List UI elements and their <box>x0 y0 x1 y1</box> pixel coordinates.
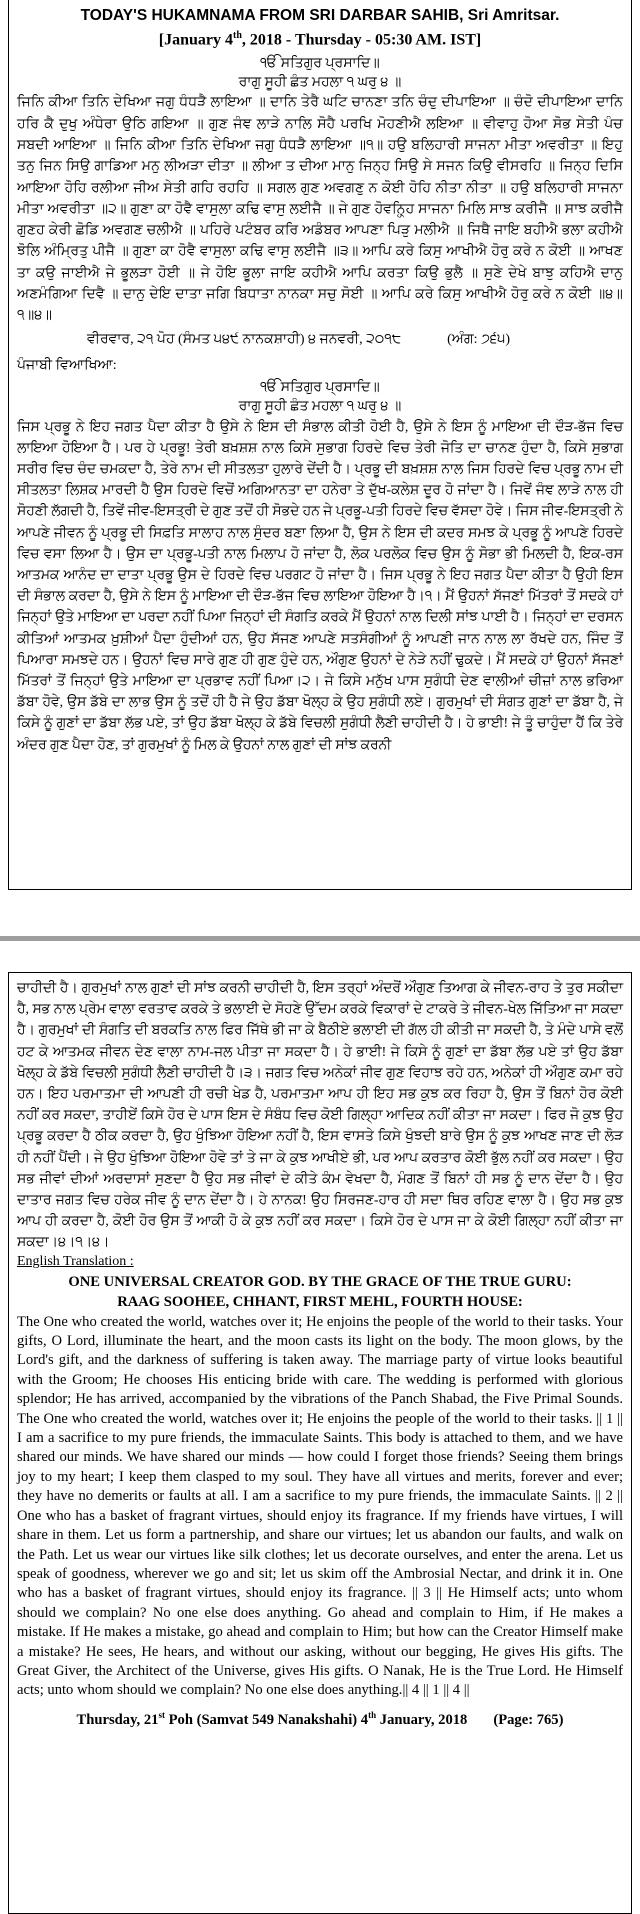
gurbani-text: ਜਿਨਿ ਕੀਆ ਤਿਨਿ ਦੇਖਿਆ ਜਗੁ ਧੰਧੜੈ ਲਾਇਆ ॥ ਦਾਨਿ ਤੇਰੈ ਘਟਿ ਚਾਨਣਾ ਤਨਿ ਚੰਦੁ ਦੀਪਾਇਆ ॥ ਚੰਦੋ ਦੀਪਾਇਆ ਦਾਨਿ ਹਰਿ ਕੈ ਦੁਖੁ ਅੰਧੇਰਾ ਉਠਿ ਗਇਆ ॥ ਗੁਣ ਜੰਞ ਲਾੜੇ ਨਾਲਿ ਸੋਹੈ ਪਰਖਿ ਮੋਹਣੀਐ ਲਇਆ ॥ ਵੀਵਾਹੁ ਹੋਆ ਸੋਭ ਸੇਤੀ ਪੰਚ ਸਬਦੀ ਆਇਆ ॥ ਜਿਨਿ ਕੀਆ ਤਿਨਿ ਦੇਖਿਆ ਜਗੁ ਧੰਧੜੈ ਲਾਇਆ ॥੧॥ ਹਉ ਬਲਿਹਾਰੀ ਸਾਜਨਾ ਮੀਤਾ ਅਵਰੀਤਾ ॥ ਇਹੁ ਤਨੁ ਜਿਨ ਸਿਉ ਗਾਡਿਆ ਮਨੁ ਲੀਅੜਾ ਦੀਤਾ ॥ ਲੀਆ ਤ ਦੀਆ ਮਾਨੁ ਜਿਨ੍ਹ ਸਿਉ ਸੇ ਸਜਨ ਕਿਉ ਵੀਸਰਹਿ ॥ ਜਿਨ੍ਹ ਦਿਸਿ ਆਇਆ ਹੋਹਿ ਰਲੀਆ ਜੀਅ ਸੇਤੀ ਗਹਿ ਰਹਹਿ ॥ ਸਗਲ ਗੁਣ ਅਵਗਣੁ ਨ ਕੋਈ ਹੋਹਿ ਨੀਤਾ ਨੀਤਾ ॥ ਹਉ ਬਲਿਹਾਰੀ ਸਾਜਨਾ ਮੀਤਾ ਅਵਰੀਤਾ ॥੨॥ ਗੁਣਾ ਕਾ ਹੋਵੈ ਵਾਸੁਲਾ ਕਢਿ ਵਾਸੁ ਲਈਜੈ ॥ ਜੇ ਗੁਣ ਹੋਵਨ੍ਹ੍ਹਿ ਸਾਜਨਾ ਮਿਲਿ ਸਾਝ ਕਰੀਜੈ ॥ ਸਾਝ ਕਰੀਜੈ ਗੁਣਹ ਕੇਰੀ ਛੋਡਿ ਅਵਗਣ ਚਲੀਐ ॥ ਪਹਿਰੇ ਪਟੰਬਰ ਕਰਿ ਅਡੰਬਰ ਆਪਣਾ ਪਿੜੁ ਮਲੀਐ ॥ ਜਿਥੈ ਜਾਇ ਬਹੀਐ ਭਲਾ ਕਹੀਐ ਝੋਲਿ ਅੰਮ੍ਰਿਤੁ ਪੀਜੈ ॥ ਗੁਣਾ ਕਾ ਹੋਵੈ ਵਾਸੁਲਾ ਕਢਿ ਵਾਸੁ ਲਈਜੈ ॥੩॥ ਆਪਿ ਕਰੇ ਕਿਸੁ ਆਖੀਐ ਹੋਰੁ ਕਰੇ ਨ ਕੋਈ ॥ ਆਖਣ ਤਾ ਕਉ ਜਾਈਐ ਜੇ ਭੂਲੜਾ ਹੋਈ ॥ ਜੇ ਹੋਇ ਭੂਲਾ ਜਾਇ ਕਹੀਐ ਆਪਿ ਕਰਤਾ ਕਿਉ ਭੁਲੈ ॥ ਸੁਣੇ ਦੇਖੇ ਬਾਝੁ ਕਹਿਐ ਦਾਨੁ ਅਣਮੰਗਿਆ ਦਿਵੈ ॥ ਦਾਨੁ ਦੇਇ ਦਾਤਾ ਜਗਿ ਬਿਧਾਤਾ ਨਾਨਕਾ ਸਚੁ ਸੋਈ ॥ ਆਪਿ ਕਰੇ ਕਿਸੁ ਆਖੀਐ ਹੋਰੁ ਕਰੇ ਨ ਕੋਈ ॥੪॥੧॥੪॥ <box>17 94 623 324</box>
punjabi-translation-part1: ਜਿਸ ਪ੍ਰਭੂ ਨੇ ਇਹ ਜਗਤ ਪੈਦਾ ਕੀਤਾ ਹੈ ਉਸੇ ਨੇ ਇਸ ਦੀ ਸੰਭਾਲ ਕੀਤੀ ਹੋਈ ਹੈ, ਉਸੇ ਨੇ ਇਸ ਨੂੰ ਮਾਇਆ ਦੀ ਦੌੜ-ਭੱਜ ਵਿਚ ਲਾਇਆ ਹੋਇਆ ਹੈ। ਪਰ ਹੇ ਪ੍ਰਭੂ! ਤੇਰੀ ਬਖ਼ਸ਼ਸ਼ ਨਾਲ ਕਿਸੇ ਸੁਭਾਗ ਹਿਰਦੇ ਵਿਚ ਤੇਰੀ ਜੋਤਿ ਦਾ ਚਾਨਣ ਹੁੰਦਾ ਹੈ, ਕਿਸੇ ਸੁਭਾਗ ਸਰੀਰ ਵਿਚ ਚੰਦ ਚਮਕਦਾ ਹੈ, ਤੇਰੇ ਨਾਮ ਦੀ ਸੀਤਲਤਾ ਹੁਲਾਰੇ ਦੇਂਦੀ ਹੈ। ਪ੍ਰਭੂ ਦੀ ਬਖ਼ਸ਼ਸ਼ ਨਾਲ ਜਿਸ ਹਿਰਦੇ ਵਿਚ ਪ੍ਰਭੂ ਨਾਮ ਦੀ ਸੀਤਲਤਾ ਲਿਸ਼ਕ ਮਾਰਦੀ ਹੈ ਉਸ ਹਿਰਦੇ ਵਿਚੋਂ ਅਗਿਆਨਤਾ ਦਾ ਹਨੇਰਾ ਤੇ ਦੁੱਖ-ਕਲੇਸ਼ ਦੂਰ ਹੋ ਜਾਂਦਾ ਹੈ। ਜਿਵੇਂ ਜੰਞ ਲਾੜੇ ਨਾਲ ਹੀ ਸੋਹਣੀ ਲੱਗਦੀ ਹੈ, ਤਿਵੇਂ ਜੀਵ-ਇਸਤ੍ਰੀ ਦੇ ਗੁਣ ਤਦੋਂ ਹੀ ਸੋਭਦੇ ਹਨ ਜੇ ਪ੍ਰਭੂ-ਪਤੀ ਹਿਰਦੇ ਵਿਚ ਵੱਸਦਾ ਹੋਵੇ। ਜਿਸ ਜੀਵ-ਇਸਤ੍ਰੀ ਨੇ ਆਪਣੇ ਜੀਵਨ ਨੂੰ ਪ੍ਰਭੂ ਦੀ ਸਿਫ਼ਤਿ ਸਾਲਾਹ ਨਾਲ ਸੁੰਦਰ ਬਣਾ ਲਿਆ ਹੈ, ਉਸ ਨੇ ਇਸ ਦੀ ਕਦਰ ਸਮਝ ਕੇ ਪ੍ਰਭੂ ਨੂੰ ਆਪਣੇ ਹਿਰਦੇ ਵਿਚ ਵਸਾ ਲਿਆ ਹੈ। ਉਸ ਦਾ ਪ੍ਰਭੂ-ਪਤੀ ਨਾਲ ਮਿਲਾਪ ਹੋ ਜਾਂਦਾ ਹੈ, ਲੋਕ ਪਰਲੋਕ ਵਿਚ ਉਸ ਨੂੰ ਸੋਭਾ ਭੀ ਮਿਲਦੀ ਹੈ, ਇਕ-ਰਸ ਆਤਮਕ ਆਨੰਦ ਦਾ ਦਾਤਾ ਪ੍ਰਭੂ ਉਸ ਦੇ ਹਿਰਦੇ ਵਿਚ ਪਰਗਟ ਹੋ ਜਾਂਦਾ ਹੈ। ਜਿਸ ਪ੍ਰਭੂ ਨੇ ਇਹ ਜਗਤ ਪੈਦਾ ਕੀਤਾ ਹੈ ਉਹੀ ਇਸ ਦੀ ਸੰਭਾਲ ਕਰਦਾ ਹੈ, ਉਸੇ ਨੇ ਇਸ ਨੂੰ ਮਾਇਆ ਦੀ ਦੌੜ-ਭੱਜ ਵਿਚ ਲਾਇਆ ਹੋਇਆ ਹੈ।੧। ਮੈਂ ਉਹਨਾਂ ਸੱਜਣਾਂ ਮਿੱਤਰਾਂ ਤੋਂ ਸਦਕੇ ਹਾਂ ਜਿਨ੍ਹਾਂ ਉਤੇ ਮਾਇਆ ਦਾ ਪਰਦਾ ਨਹੀਂ ਪਿਆ ਜਿਨ੍ਹਾਂ ਦੀ ਸੰਗਤਿ ਕਰਕੇ ਮੈਂ ਉਹਨਾਂ ਨਾਲ ਦਿਲੀ ਸਾਂਝ ਪਾਈ ਹੈ। ਜਿਨ੍ਹਾਂ ਦਾ ਦਰਸਨ ਕੀਤਿਆਂ ਆਤਮਕ ਖ਼ੁਸ਼ੀਆਂ ਪੈਦਾ ਹੁੰਦੀਆਂ ਹਨ, ਉਹ ਸੱਜਣ ਆਪਣੇ ਸਤਸੰਗੀਆਂ ਨੂੰ ਆਪਣੀ ਜਾਨ ਨਾਲ ਲਾ ਰੱਖਦੇ ਹਨ, ਜਿੰਦ ਤੋਂ ਪਿਆਰਾ ਸਮਝਦੇ ਹਨ। ਉਹਨਾਂ ਵਿਚ ਸਾਰੇ ਗੁਣ ਹੀ ਗੁਣ ਹੁੰਦੇ ਹਨ, ਔਗੁਣ ਉਹਨਾਂ ਦੇ ਨੇੜੇ ਨਹੀਂ ਢੁਕਦੇ। ਮੈਂ ਸਦਕੇ ਹਾਂ ਉਹਨਾਂ ਸੱਜਣਾਂ ਮਿੱਤਰਾਂ ਤੋਂ ਜਿਨ੍ਹਾਂ ਉਤੇ ਮਾਇਆ ਦਾ ਪ੍ਰਭਾਵ ਨਹੀਂ ਪਿਆ।੨। ਜੇ ਕਿਸੇ ਮਨੁੱਖ ਪਾਸ ਸੁਗੰਧੀ ਦੇਣ ਵਾਲੀਆਂ ਚੀਜ਼ਾਂ ਨਾਲ ਭਰਿਆ ਡੱਬਾ ਹੋਵੇ, ਉਸ ਡੱਬੇ ਦਾ ਲਾਭ ਉਸ ਨੂੰ ਤਦੋਂ ਹੀ ਹੈ ਜੇ ਉਹ ਡੱਬਾ ਖੋਲ੍ਹ ਕੇ ਉਹ ਸੁਗੰਧੀ ਲਏ। ਗੁਰਮੁਖਾਂ ਦੀ ਸੰਗਤ ਗੁਣਾਂ ਦਾ ਡੱਬਾ ਹੈ, ਜੇ ਕਿਸੇ ਨੂੰ ਗੁਣਾਂ ਦਾ ਡੱਬਾ ਲੱਭ ਪਏ, ਤਾਂ ਉਹ ਡੱਬਾ ਖੋਲ੍ਹ ਕੇ ਡੱਬੇ ਵਿਚਲੀ ਸੁਗੰਧੀ ਲੈਣੀ ਚਾਹੀਦੀ ਹੈ। ਹੇ ਭਾਈ! ਜੇ ਤੂੰ ਚਾਹੁੰਦਾ ਹੈਂ ਕਿ ਤੇਰੇ ਅੰਦਰ ਗੁਣ ਪੈਦਾ ਹੋਣ, ਤਾਂ ਗੁਰਮੁਖਾਂ ਨੂੰ ਮਿਲ ਕੇ ਉਹਨਾਂ ਨਾਲ ਗੁਣਾਂ ਦੀ ਸਾਂਝ ਕਰਨੀ <box>17 418 623 752</box>
english-heading-2: RAAG SOOHEE, CHHANT, FIRST MEHL, FOURTH HOUSE: <box>117 1293 523 1310</box>
punjabi-raag: ਰਾਗੁ ਸੂਹੀ ਛੰਤ ਮਹਲਾ ੧ ਘਰੁ ੪ ॥ <box>238 398 402 414</box>
english-heading-1: ONE UNIVERSAL CREATOR GOD. BY THE GRACE OF THE TRUE GURU: <box>68 1273 572 1290</box>
gurbani-invocation: ੴ ਸਤਿਗੁਰ ਪ੍ਰਸਾਦਿ॥ <box>260 56 380 72</box>
punjabi-translation-part2: ਚਾਹੀਦੀ ਹੈ। ਗੁਰਮੁਖਾਂ ਨਾਲ ਗੁਣਾਂ ਦੀ ਸਾਂਝ ਕਰਨੀ ਚਾਹੀਦੀ ਹੈ, ਇਸ ਤਰ੍ਹਾਂ ਅੰਦਰੋਂ ਔਗੁਣ ਤਿਆਗ ਕੇ ਜੀਵਨ-ਰਾਹ ਤੇ ਤੁਰ ਸਕੀਦਾ ਹੈ, ਸਭ ਨਾਲ ਪ੍ਰੇਮ ਵਾਲਾ ਵਰਤਾਵ ਕਰਕੇ ਤੇ ਭਲਾਈ ਦੇ ਸੋਹਣੇ ਉੱਦਮ ਕਰਕੇ ਵਿਕਾਰਾਂ ਦੇ ਟਾਕਰੇ ਤੇ ਜੀਵਨ-ਖੇਲ ਜਿੱਤਿਆ ਜਾ ਸਕਦਾ ਹੈ। ਗੁਰਮੁਖਾਂ ਦੀ ਸੰਗਤਿ ਦੀ ਬਰਕਤਿ ਨਾਲ ਫਿਰ ਜਿੱਥੇ ਭੀ ਜਾ ਕੇ ਬੈਠੀਏ ਭਲਾਈ ਦੀ ਗੱਲ ਹੀ ਕੀਤੀ ਜਾ ਸਕਦੀ ਹੈ, ਤੇ ਮੰਦੇ ਪਾਸੇ ਵਲੋਂ ਹਟ ਕੇ ਆਤਮਕ ਜੀਵਨ ਦੇਣ ਵਾਲਾ ਨਾਮ-ਜਲ ਪੀਤਾ ਜਾ ਸਕਦਾ ਹੈ। ਹੇ ਭਾਈ! ਜੇ ਕਿਸੇ ਨੂੰ ਗੁਣਾਂ ਦਾ ਡੱਬਾ ਲੱਭ ਪਏ ਤਾਂ ਉਹ ਡੱਬਾ ਖੋਲ੍ਹ ਕੇ ਡੱਬੇ ਵਿਚਲੀ ਸੁਗੰਧੀ ਲੈਣੀ ਚਾਹੀਦੀ ਹੈ।੩। ਜਗਤ ਵਿਚ ਅਨੇਕਾਂ ਜੀਵ ਗੁਣ ਵਿਹਾਝ ਰਹੇ ਹਨ, ਅਨੇਕਾਂ ਹੀ ਔਗੁਣ ਕਮਾ ਰਹੇ ਹਨ। ਇਹ ਪਰਮਾਤਮਾ ਦੀ ਆਪਣੀ ਹੀ ਰਚੀ ਖੇਡ ਹੈ, ਪਰਮਾਤਮਾ ਆਪ ਹੀ ਇਹ ਸਭ ਕੁਝ ਕਰ ਰਿਹਾ ਹੈ, ਉਸ ਤੋਂ ਬਿਨਾਂ ਹੋਰ ਕੋਈ ਨਹੀਂ ਕਰ ਸਕਦਾ, ਤਾਹੀਏਂ ਕਿਸੇ ਹੋਰ ਦੇ ਪਾਸ ਇਸ ਦੇ ਸੰਬੰਧ ਵਿਚ ਕੋਈ ਗਿਲ੍ਹਾ ਆਦਿਕ ਨਹੀਂ ਕੀਤਾ ਜਾ ਸਕਦਾ। ਫਿਰ ਜੋ ਕੁਝ ਉਹ ਪ੍ਰਭੂ ਕਰਦਾ ਹੈ ਠੀਕ ਕਰਦਾ ਹੈ, ਉਹ ਖੁੰਝਿਆ ਹੋਇਆ ਨਹੀਂ ਹੈ, ਇਸ ਵਾਸਤੇ ਕਿਸੇ ਖੁੰਝਦੀ ਬਾਰੇ ਉਸ ਨੂੰ ਕੁਝ ਆਖਣ ਜਾਣ ਦੀ ਲੋੜ ਹੀ ਨਹੀਂ ਪੈਂਦੀ। ਜੇ ਉਹ ਖੁੰਝਿਆ ਹੋਇਆ ਹੋਵੇ ਤਾਂ ਤੇ ਜਾ ਕੇ ਕੁਝ ਆਖੀਏ ਭੀ, ਪਰ ਆਪ ਕਰਤਾਰ ਕੋਈ ਭੁੱਲ ਨਹੀਂ ਕਰ ਸਕਦਾ। ਉਹ ਸਭ ਜੀਵਾਂ ਦੀਆਂ ਅਰਦਾਸਾਂ ਸੁਣਦਾ ਹੈ ਉਹ ਸਭ ਜੀਵਾਂ ਦੇ ਕੀਤੇ ਕੰਮ ਵੇਖਦਾ ਹੈ, ਮੰਗਣ ਤੋਂ ਬਿਨਾਂ ਹੀ ਸਭ ਨੂੰ ਦਾਨ ਦੇਂਦਾ ਹੈ। ਉਹ ਦਾਤਾਰ ਜਗਤ ਵਿਚ ਹਰੇਕ ਜੀਵ ਨੂੰ ਦਾਨ ਦੇਂਦਾ ਹੈ। ਹੇ ਨਾਨਕ! ਉਹ ਸਿਰਜਣ-ਹਾਰ ਹੀ ਸਦਾ ਥਿਰ ਰਹਿਣ ਵਾਲਾ ਹੈ। ਉਹ ਸਭ ਕੁਝ ਆਪ ਹੀ ਕਰਦਾ ਹੈ, ਕੋਈ ਹੋਰ ਉਸ ਤੋਂ ਆਕੀ ਹੋ ਕੇ ਕੁਝ ਨਹੀਂ ਕਰ ਸਕਦਾ। ਕਿਸੇ ਹੋਰ ਦੇ ਪਾਸ ਜਾ ਕੇ ਕੋਈ ਗਿਲ੍ਹਾ ਨਹੀਂ ਕੀਤਾ ਜਾ ਸਕਦਾ।੪।੧।੪। <box>17 980 623 1250</box>
hukamnama-panel-bottom <box>8 972 632 1914</box>
punjabi-invocation: ੴ ਸਤਿਗੁਰ ਪ੍ਰਸਾਦਿ॥ <box>260 379 380 395</box>
page-number: (Page: 765) <box>493 1711 564 1728</box>
english-footer-date: Thursday, 21st Poh (Samvat 549 Nanakshahi) 4th January, 2018 (Page: 765) <box>76 1709 564 1728</box>
hukamnama-panel-top <box>8 0 632 890</box>
ang-number: (ਅੰਗ: ੭੬੫) <box>447 331 511 347</box>
page-title: TODAY'S HUKAMNAMA FROM SRI DARBAR SAHIB, Sri Amritsar. <box>80 7 560 24</box>
section-divider <box>0 936 640 941</box>
gurbani-raag: ਰਾਗੁ ਸੂਹੀ ਛੰਤ ਮਹਲਾ ੧ ਘਰੁ ੪ ॥ <box>238 75 402 91</box>
gurbani-date-line <box>87 330 623 350</box>
english-section-label: English Translation : <box>17 1253 134 1269</box>
header-date: [January 4th, 2018 - Thursday - 05:30 AM. IST] <box>158 30 482 49</box>
english-translation: The One who created the world, watches over it; He enjoins the people of the world to their tasks. Your gifts, O Lord, illuminate the heart, and the moon casts its light on the body. The moon glows, by the Lord's gift, and the darkness of suffering is taken away. The marriage party of virtue looks beautiful with the Groom; He chooses His enticing bride with care. The wedding is performed with glorious splendor; He has arrived, accompanied by the vibrations of the Panch Shabad, the Five Primal Sounds. The One who created the world, watches over it; He enjoins the people of the world to their tasks. || 1 || I am a sacrifice to my pure friends, the immaculate Saints. This body is attached to them, and we have shared our minds. We have shared our minds — how could I forget those friends? Seeing them brings joy to my heart; I keep them clasped to my soul. They have all virtues and merits, forever and ever; they have no demerits or faults at all. I am a sacrifice to my pure friends, the immaculate Saints. || 2 || One who has a basket of fragrant virtues, should enjoy its fragrance. If my friends have virtues, I will share in them. Let us form a partnership, and share our virtues; let us abandon our faults, and walk on the Path. Let us wear our virtues like silk clothes; let us decorate ourselves, and enter the arena. Let us speak of goodness, wherever we go and sit; let us skim off the Ambrosial Nectar, and drink it in. One who has a basket of fragrant virtues, should enjoy its fragrance. || 3 || He Himself acts; unto whom should we complain? No one else does anything. Go ahead and complain to Him, if He makes a mistake. If He makes a mistake, go ahead and complain to Him; but how can the Creator Himself make a mistake? He sees, He hears, and without our asking, without our begging, He gives His gifts. The Great Giver, the Architect of the Universe, gives His gifts. O Nanak, He is the True Lord. He Himself acts; unto whom should we complain? No one else does anything.|| 4 || 1 || 4 || <box>17 1313 623 1699</box>
punjabi-section-label: ਪੰਜਾਬੀ ਵਿਆਖਿਆ: <box>17 357 117 373</box>
punjabi-date: ਵੀਰਵਾਰ, ੨੧ ਪੋਹ (ਸੰਮਤ ੫੪੯ ਨਾਨਕਸ਼ਾਹੀ) ੪ ਜਨਵਰੀ, ੨੦੧੮ <box>87 331 402 347</box>
